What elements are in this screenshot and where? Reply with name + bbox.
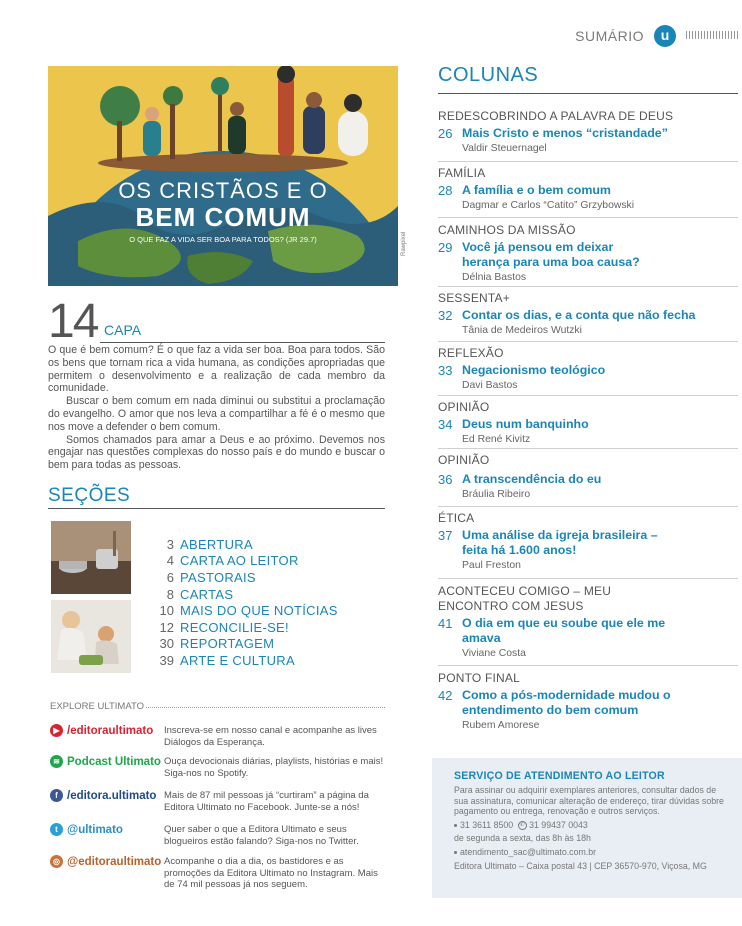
column-category: OPINIÃO: [438, 453, 490, 467]
sec-item-arte-e-cultura[interactable]: [150, 652, 390, 669]
sec-name: RECONCILIE-SE!: [180, 619, 289, 635]
instagram-link[interactable]: [50, 855, 161, 868]
facebook-icon: f: [50, 789, 63, 802]
sec-name: CARTAS: [180, 586, 234, 602]
twitter-link[interactable]: [50, 823, 123, 836]
column-page-number: 37: [438, 528, 453, 543]
sec-name: ABERTURA: [180, 536, 253, 552]
column-title: Como a pós-modernidade mudou o entendimento do bem comum: [462, 688, 671, 717]
instagram-description: Acompanhe o dia a dia, os bastidores e as promoções da Editora Ultimato no Instagram. Mais de 74 mil pessoas já nos seguem.: [164, 856, 378, 891]
whatsapp-icon: ✆: [519, 821, 525, 828]
section-header-label: SUMÁRIO: [575, 28, 644, 44]
cover-headline-line2: BEM COMUM: [135, 202, 311, 232]
facebook-link[interactable]: [50, 789, 156, 802]
twitter-handle: @ultimato: [67, 823, 123, 836]
explore-divider: [146, 707, 385, 708]
column-category: REFLEXÃO: [438, 346, 504, 360]
sec-page-number: 4: [166, 553, 174, 569]
column-separator: [438, 286, 738, 287]
column-category: REDESCOBRINDO A PALAVRA DE DEUS: [438, 109, 674, 123]
sec-page-number: 10: [159, 603, 174, 619]
photo-credit: Rawpixel: [401, 231, 407, 256]
service-description: Para assinar ou adquirir exemplares anteriores, consultar dados de sua assinatura, comunicar alteração de endereço, tirar dúvidas sobre pagamento ou entrega, renovação e outros serviços.: [454, 785, 724, 817]
bullet-icon: [454, 851, 457, 854]
sec-item-carta-ao-leitor[interactable]: [150, 553, 390, 570]
sec-item-reconcilie-se[interactable]: [150, 619, 390, 636]
sec-page-number: 3: [166, 536, 174, 552]
spotify-link[interactable]: [50, 755, 161, 768]
sec-item-mais-do-que-noticias[interactable]: [150, 602, 390, 619]
column-author: Tânia de Medeiros Wutzki: [462, 325, 582, 336]
column-separator: [438, 448, 738, 449]
column-entry[interactable]: [438, 223, 738, 285]
column-entry[interactable]: [438, 166, 738, 213]
service-title: SERVIÇO DE ATENDIMENTO AO LEITOR: [454, 770, 665, 782]
column-title: Você já pensou em deixar herança para uma boa causa?: [462, 240, 640, 269]
column-author: Valdir Steuernagel: [462, 143, 547, 154]
facebook-handle: /editora.ultimato: [67, 789, 157, 802]
capa-label[interactable]: CAPA: [104, 322, 142, 338]
youtube-handle: /editoraultimato: [67, 724, 154, 737]
column-page-number: 33: [438, 363, 453, 378]
secoes-divider: [48, 508, 385, 509]
phone-number[interactable]: 31 3611 8500: [460, 819, 514, 830]
secoes-heading: SEÇÕES: [48, 485, 131, 506]
column-entry[interactable]: [438, 291, 738, 338]
sec-item-abertura[interactable]: [150, 536, 390, 553]
column-separator: [438, 341, 738, 342]
column-category: FAMÍLIA: [438, 166, 486, 180]
sec-item-pastorais[interactable]: [150, 569, 390, 586]
service-email-line: [454, 847, 742, 858]
column-title: Mais Cristo e menos “cristandade”: [462, 126, 668, 140]
spotify-icon: ≋: [50, 755, 63, 768]
twitter-description: Quer saber o que a Editora Ultimato e seus blogueiros estão falando? Siga-nos no Twitter.: [164, 824, 359, 847]
column-category: SESSENTA+: [438, 291, 510, 305]
column-author: Dagmar e Carlos “Catito” Grzybowski: [462, 200, 635, 211]
capa-summary: [48, 344, 385, 472]
cover-subline: O QUE FAZ A VIDA SER BOA PARA TODOS? (JR 29.7): [129, 235, 317, 244]
column-entry[interactable]: [438, 346, 738, 393]
sec-page-number: 39: [159, 652, 174, 668]
globe-illustration: [48, 66, 398, 286]
column-category: ÉTICA: [438, 511, 475, 525]
colunas-divider: [438, 93, 738, 94]
column-title: A transcendência do eu: [462, 472, 602, 486]
column-page-number: 29: [438, 240, 453, 255]
bullet-icon: [454, 824, 457, 827]
column-page-number: 34: [438, 417, 453, 432]
spotify-description: Ouça devocionais diárias, playlists, histórias e mais! Siga-nos no Spotify.: [164, 756, 384, 779]
column-title: Deus num banquinho: [462, 417, 589, 431]
sec-name: ARTE E CULTURA: [180, 652, 295, 668]
capa-paragraph: Somos chamados para amar a Deus e ao próximo. Devemos nos engajar nas questões complexas do nosso país e do mundo e buscar o bem para todas as pessoas.: [48, 433, 385, 472]
sec-name: CARTA AO LEITOR: [180, 553, 299, 569]
column-separator: [438, 395, 738, 396]
instagram-handle: @editoraultimato: [67, 855, 162, 868]
column-entry[interactable]: [438, 671, 738, 733]
sec-page-number: 12: [159, 619, 174, 635]
column-author: Viviane Costa: [462, 648, 526, 659]
column-author: Paul Freston: [462, 560, 521, 571]
explore-heading: EXPLORE ULTIMATO: [50, 701, 144, 712]
column-title: A família e o bem comum: [462, 183, 611, 197]
column-page-number: 41: [438, 616, 453, 631]
sec-page-number: 30: [159, 636, 174, 652]
reader-service-box: [432, 758, 742, 898]
colunas-heading: COLUNAS: [438, 64, 539, 86]
youtube-description: Inscreva-se em nosso canal e acompanhe as lives Diálogos da Esperança.: [164, 725, 377, 748]
spotify-handle: Podcast Ultimato: [67, 755, 161, 768]
column-entry[interactable]: [438, 109, 738, 156]
sec-item-reportagem[interactable]: [150, 636, 390, 653]
secoes-list: [150, 536, 390, 669]
column-title: Contar os dias, e a conta que não fecha: [462, 308, 696, 322]
twitter-icon: t: [50, 823, 63, 836]
service-phones: [454, 820, 742, 831]
column-title: O dia em que eu soube que ele me amava: [462, 616, 666, 645]
youtube-link[interactable]: [50, 724, 153, 737]
service-address: Editora Ultimato – Caixa postal 43 | CEP 36570-970, Viçosa, MG: [454, 860, 707, 871]
capa-page-number: 14: [48, 295, 98, 348]
sec-item-cartas[interactable]: [150, 586, 390, 603]
service-hours: de segunda a sexta, das 8h às 18h: [454, 833, 591, 844]
column-category: OPINIÃO: [438, 400, 490, 414]
column-page-number: 32: [438, 308, 453, 323]
column-entry[interactable]: [438, 511, 738, 573]
column-title: Negacionismo teológico: [462, 363, 606, 377]
column-author: Ed René Kivitz: [462, 434, 531, 445]
column-category: CAMINHOS DA MISSÃO: [438, 223, 576, 237]
column-separator: [438, 161, 738, 162]
column-author: Délnia Bastos: [462, 272, 527, 283]
ultimato-logo-badge: u: [654, 25, 676, 47]
sec-page-number: 6: [166, 569, 174, 585]
column-separator: [438, 217, 738, 218]
column-category: PONTO FINAL: [438, 671, 520, 685]
column-page-number: 26: [438, 126, 453, 141]
column-page-number: 36: [438, 472, 453, 487]
family-photo: [51, 600, 131, 673]
column-title: Uma análise da igreja brasileira – feita há 1.600 anos!: [462, 528, 658, 557]
sec-page-number: 8: [166, 586, 174, 602]
sec-name: MAIS DO QUE NOTÍCIAS: [180, 603, 338, 619]
cover-illustration: [48, 66, 398, 286]
column-separator: [438, 578, 738, 579]
column-author: Rubem Amorese: [462, 720, 540, 731]
capa-paragraph: O que é bem comum? É o que faz a vida ser boa. Boa para todos. São os bens que tornam rica a vida humana, as condições apropriadas que permitem o desenvolvimento e a realização de cada membro da comunidade.: [48, 344, 385, 395]
facebook-description: Mais de 87 mil pessoas já “curtiram” a página da Editora Ultimato no Facebook. Junte-se a nós!: [164, 790, 369, 813]
column-page-number: 28: [438, 183, 453, 198]
whatsapp-number[interactable]: 31 99437 0043: [529, 819, 588, 830]
service-email[interactable]: atendimento_sac@ultimato.com.br: [460, 846, 597, 857]
column-author: Bráulia Ribeiro: [462, 489, 531, 500]
capa-divider: [100, 342, 385, 343]
column-author: Davi Bastos: [462, 380, 518, 391]
column-separator: [438, 506, 738, 507]
column-entry[interactable]: [438, 400, 738, 447]
sec-name: REPORTAGEM: [180, 636, 275, 652]
column-page-number: 42: [438, 688, 453, 703]
youtube-icon: ▶: [50, 724, 63, 737]
column-separator: [438, 665, 738, 666]
cover-headline-line1: OS CRISTÃOS E O: [118, 178, 328, 203]
column-entry[interactable]: [438, 453, 738, 502]
kitchen-photo: [51, 521, 131, 594]
column-category: ACONTECEU COMIGO – MEU ENCONTRO COM JESUS: [438, 584, 612, 613]
decorative-ticks: [686, 31, 738, 39]
instagram-icon: ◎: [50, 855, 63, 868]
sec-name: PASTORAIS: [180, 569, 256, 585]
capa-paragraph: Buscar o bem comum em nada diminui ou substitui a proclamação do evangelho. O amor que nos leva a compartilhar a fé é o mesmo que nos move a defender o bem comum.: [48, 395, 385, 433]
column-entry[interactable]: [438, 584, 738, 661]
